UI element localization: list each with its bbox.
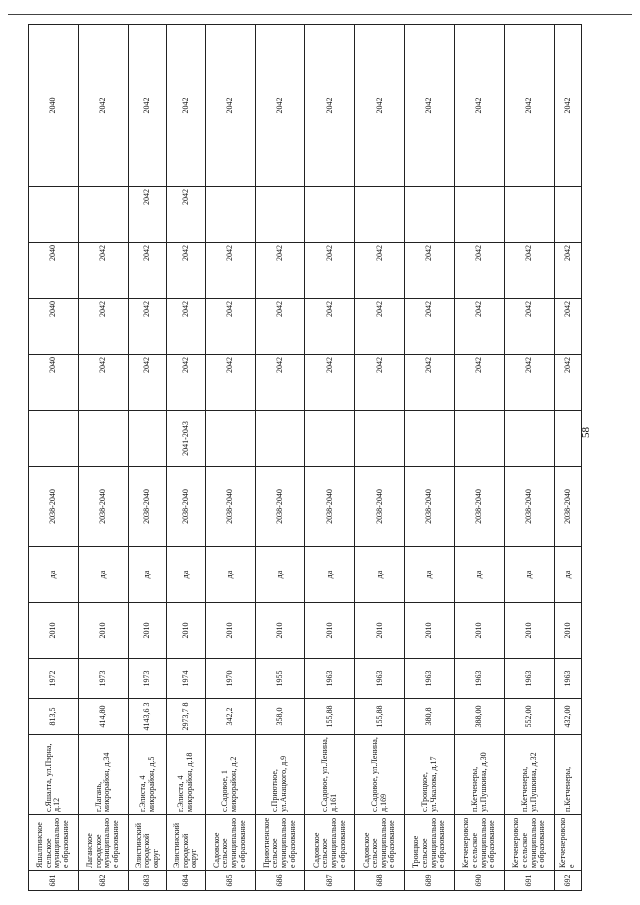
period-cell: 2038-2040 [455, 467, 505, 547]
year-cell: 2042 [167, 187, 205, 243]
address-cell: с.Садовое, ул.Ленина, д.169 [355, 735, 405, 815]
period-cell: 2038-2040 [205, 467, 255, 547]
flag-cell: да [505, 547, 555, 603]
period-cell: 2038-2040 [555, 467, 582, 547]
year-cell: 2042 [167, 25, 205, 187]
period-alt-cell [505, 411, 555, 467]
year-cell [305, 187, 355, 243]
area-cell: 813,5 [29, 699, 79, 735]
municipality-cell: Кетченеровское сельское муниципальное образование [455, 815, 505, 871]
year-repair-cell: 2010 [128, 603, 166, 659]
table-row [29, 25, 79, 891]
year-cell: 2040 [29, 25, 79, 187]
address-cell: с.Садовое, ул.Ленина, д.161 [305, 735, 355, 815]
period-cell: 2038-2040 [29, 467, 79, 547]
year-cell: 2042 [167, 243, 205, 299]
year-built-cell: 1963 [305, 659, 355, 699]
year-built-cell: 1970 [205, 659, 255, 699]
municipality-cell: Садовское сельское муниципальное образование [355, 815, 405, 871]
row-number: 690 [455, 871, 505, 891]
year-cell: 2042 [505, 243, 555, 299]
municipality-cell: Кетченеровское сельское муниципальное образование [505, 815, 555, 871]
year-built-cell: 1955 [255, 659, 305, 699]
row-number: 683 [128, 871, 166, 891]
year-built-cell: 1963 [505, 659, 555, 699]
year-built-cell: 1963 [555, 659, 582, 699]
table-row [255, 25, 305, 891]
year-cell: 2042 [78, 299, 128, 355]
year-cell: 2042 [255, 355, 305, 411]
area-cell: 414,80 [78, 699, 128, 735]
year-cell [255, 187, 305, 243]
period-cell: 2038-2040 [405, 467, 455, 547]
year-cell: 2042 [78, 243, 128, 299]
table-row [355, 25, 405, 891]
year-cell: 2042 [205, 25, 255, 187]
row-number: 682 [78, 871, 128, 891]
area-cell: 155,88 [355, 699, 405, 735]
period-cell: 2038-2040 [305, 467, 355, 547]
year-cell: 2042 [555, 355, 582, 411]
year-cell [505, 187, 555, 243]
year-cell [78, 187, 128, 243]
address-cell: п.Кетченеры, ул.Пушкина, д.32 [505, 735, 555, 815]
year-cell: 2042 [405, 243, 455, 299]
address-cell: п.Кетченеры, [555, 735, 582, 815]
period-alt-cell [255, 411, 305, 467]
year-cell: 2042 [305, 355, 355, 411]
year-cell: 2042 [505, 299, 555, 355]
address-cell: с.Садовое, 1 микрорайон, д.2 [205, 735, 255, 815]
year-cell [205, 187, 255, 243]
year-cell: 2042 [167, 299, 205, 355]
table-row [305, 25, 355, 891]
area-cell: 552,00 [505, 699, 555, 735]
year-built-cell: 1972 [29, 659, 79, 699]
flag-cell: да [78, 547, 128, 603]
municipality-cell: Яшалтинское сельское муниципальное образование [29, 815, 79, 871]
year-cell: 2042 [505, 355, 555, 411]
address-cell: г.Элиста, 4 микрорайон, д.18 [167, 735, 205, 815]
year-cell [355, 187, 405, 243]
year-cell [555, 187, 582, 243]
area-cell: 388,00 [455, 699, 505, 735]
year-cell: 2042 [405, 299, 455, 355]
top-rule [8, 14, 632, 15]
period-alt-cell [78, 411, 128, 467]
year-cell: 2042 [555, 243, 582, 299]
year-cell: 2042 [355, 25, 405, 187]
flag-cell: да [405, 547, 455, 603]
year-repair-cell: 2010 [455, 603, 505, 659]
year-built-cell: 1963 [455, 659, 505, 699]
year-cell: 2042 [555, 299, 582, 355]
rotated-table-frame [28, 25, 582, 891]
period-cell: 2038-2040 [505, 467, 555, 547]
housing-repair-table [28, 24, 582, 891]
row-number: 692 [555, 871, 582, 891]
year-cell: 2042 [128, 299, 166, 355]
municipality-cell: Садовское сельское муниципальное образование [205, 815, 255, 871]
row-number: 688 [355, 871, 405, 891]
flag-cell: да [167, 547, 205, 603]
year-cell: 2042 [455, 25, 505, 187]
year-repair-cell: 2010 [78, 603, 128, 659]
year-built-cell: 1973 [78, 659, 128, 699]
year-cell: 2042 [78, 25, 128, 187]
period-cell: 2038-2040 [255, 467, 305, 547]
year-cell: 2042 [405, 25, 455, 187]
year-repair-cell: 2010 [505, 603, 555, 659]
year-repair-cell: 2010 [29, 603, 79, 659]
municipality-cell: Садовское сельское муниципальное образование [305, 815, 355, 871]
area-cell: 342,2 [205, 699, 255, 735]
municipality-cell: Лаганское городское муниципальное образование [78, 815, 128, 871]
year-cell: 2042 [205, 355, 255, 411]
row-number: 686 [255, 871, 305, 891]
address-cell: с.Приютное, ул.Анацкого, д.9 [255, 735, 305, 815]
flag-cell: да [205, 547, 255, 603]
year-cell: 2042 [455, 299, 505, 355]
table-row [555, 25, 582, 891]
year-cell: 2042 [505, 25, 555, 187]
address-cell: с.Троицкое, ул.Чкалова, д.17 [405, 735, 455, 815]
year-cell: 2042 [78, 355, 128, 411]
area-cell: 380,8 [405, 699, 455, 735]
period-cell: 2038-2040 [167, 467, 205, 547]
year-cell: 2042 [128, 187, 166, 243]
year-cell: 2042 [355, 355, 405, 411]
flag-cell: да [255, 547, 305, 603]
year-cell: 2042 [205, 299, 255, 355]
year-cell [405, 187, 455, 243]
year-built-cell: 1974 [167, 659, 205, 699]
page-number: 58 [580, 427, 592, 438]
year-repair-cell: 2010 [167, 603, 205, 659]
row-number: 687 [305, 871, 355, 891]
year-cell: 2042 [305, 25, 355, 187]
address-cell: г.Лагань, микрорайон, д.34 [78, 735, 128, 815]
address-cell: г.Элиста, 4 микрорайон, д.5 [128, 735, 166, 815]
table-row [78, 25, 128, 891]
year-cell: 2042 [305, 243, 355, 299]
address-cell: п.Кетченеры, ул.Пушкина, д.30 [455, 735, 505, 815]
year-built-cell: 1973 [128, 659, 166, 699]
year-cell: 2042 [305, 299, 355, 355]
flag-cell: да [455, 547, 505, 603]
municipality-cell: Кетченеровское [555, 815, 582, 871]
year-cell: 2042 [405, 355, 455, 411]
period-alt-cell [29, 411, 79, 467]
year-cell [29, 187, 79, 243]
period-alt-cell [405, 411, 455, 467]
row-number: 684 [167, 871, 205, 891]
period-cell: 2038-2040 [78, 467, 128, 547]
flag-cell: да [29, 547, 79, 603]
period-alt-cell [355, 411, 405, 467]
year-cell: 2040 [29, 243, 79, 299]
flag-cell: да [128, 547, 166, 603]
year-built-cell: 1963 [355, 659, 405, 699]
municipality-cell: Приютненское сельское муниципальное образование [255, 815, 305, 871]
year-cell: 2042 [355, 243, 405, 299]
year-repair-cell: 2010 [255, 603, 305, 659]
year-repair-cell: 2010 [205, 603, 255, 659]
year-built-cell: 1963 [405, 659, 455, 699]
municipality-cell: Элистинский городской округ [167, 815, 205, 871]
flag-cell: да [355, 547, 405, 603]
flag-cell: да [555, 547, 582, 603]
row-number: 681 [29, 871, 79, 891]
period-cell: 2038-2040 [355, 467, 405, 547]
table-row [128, 25, 166, 891]
row-number: 685 [205, 871, 255, 891]
row-number: 691 [505, 871, 555, 891]
year-cell: 2042 [255, 299, 305, 355]
flag-cell: да [305, 547, 355, 603]
table-row [405, 25, 455, 891]
municipality-cell: Троицкое сельское муниципальное образование [405, 815, 455, 871]
year-cell: 2042 [455, 243, 505, 299]
year-cell: 2042 [205, 243, 255, 299]
year-cell: 2040 [29, 299, 79, 355]
period-alt-cell: 2041-2043 [167, 411, 205, 467]
period-alt-cell [555, 411, 582, 467]
table-row [455, 25, 505, 891]
year-cell: 2042 [455, 355, 505, 411]
year-cell: 2042 [255, 243, 305, 299]
year-cell: 2042 [167, 355, 205, 411]
period-alt-cell [128, 411, 166, 467]
period-alt-cell [455, 411, 505, 467]
area-cell: 2973,7 8 [167, 699, 205, 735]
table-row [167, 25, 205, 891]
year-repair-cell: 2010 [555, 603, 582, 659]
year-cell: 2042 [128, 355, 166, 411]
year-cell: 2042 [555, 25, 582, 187]
area-cell: 358,0 [255, 699, 305, 735]
area-cell: 4143,6 3 [128, 699, 166, 735]
period-alt-cell [305, 411, 355, 467]
area-cell: 155,88 [305, 699, 355, 735]
year-repair-cell: 2010 [355, 603, 405, 659]
table-row [205, 25, 255, 891]
table-row [505, 25, 555, 891]
year-cell: 2042 [255, 25, 305, 187]
year-cell: 2042 [128, 243, 166, 299]
year-cell [455, 187, 505, 243]
year-cell: 2042 [355, 299, 405, 355]
period-cell: 2038-2040 [128, 467, 166, 547]
year-repair-cell: 2010 [405, 603, 455, 659]
period-alt-cell [205, 411, 255, 467]
row-number: 689 [405, 871, 455, 891]
address-cell: с.Яшалта, ул.Пэрна, д.12 [29, 735, 79, 815]
municipality-cell: Элистинский городской округ [128, 815, 166, 871]
year-cell: 2042 [128, 25, 166, 187]
year-cell: 2040 [29, 355, 79, 411]
area-cell: 432,00 [555, 699, 582, 735]
year-repair-cell: 2010 [305, 603, 355, 659]
